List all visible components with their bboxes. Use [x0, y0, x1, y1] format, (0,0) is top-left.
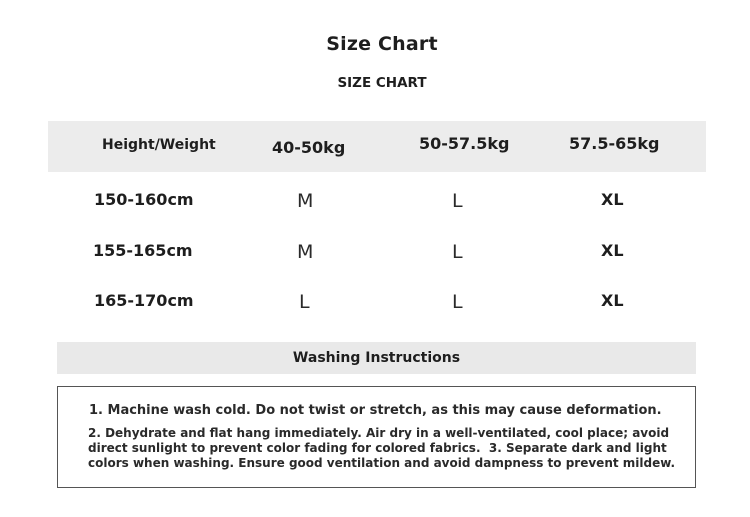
- row-label-height: 155-165cm: [93, 241, 193, 260]
- column-header-50-57-5kg: 50-57.5kg: [419, 134, 510, 153]
- page-subtitle: SIZE CHART: [337, 75, 427, 91]
- washing-instructions-title: Washing Instructions: [292, 350, 461, 366]
- washing-instruction-1: 1. Machine wash cold. Do not twist or stretch, as this may cause deformation.: [89, 403, 662, 418]
- size-cell: XL: [601, 241, 624, 260]
- column-header-height-weight: Height/Weight: [102, 137, 216, 153]
- size-cell: XL: [601, 291, 624, 310]
- page-title: Size Chart: [326, 33, 438, 55]
- size-cell: M: [297, 190, 314, 212]
- size-cell: M: [297, 241, 314, 263]
- size-cell: L: [452, 190, 463, 212]
- size-cell: L: [452, 241, 463, 263]
- size-cell: XL: [601, 190, 624, 209]
- row-label-height: 165-170cm: [94, 291, 194, 310]
- size-cell: L: [452, 291, 463, 313]
- size-cell: L: [299, 291, 310, 313]
- column-header-40-50kg: 40-50kg: [272, 138, 346, 157]
- column-header-57-5-65kg: 57.5-65kg: [569, 134, 660, 153]
- washing-instruction-2: 2. Dehydrate and flat hang immediately. Air dry in a well-ventilated, cool place; avoid direct sunlight to prevent color fading for colored fabrics. 3. Separate dark and light colors when washing. Ensure good ventilation and avoid dampness to prevent mildew.: [88, 426, 676, 470]
- row-label-height: 150-160cm: [94, 190, 194, 209]
